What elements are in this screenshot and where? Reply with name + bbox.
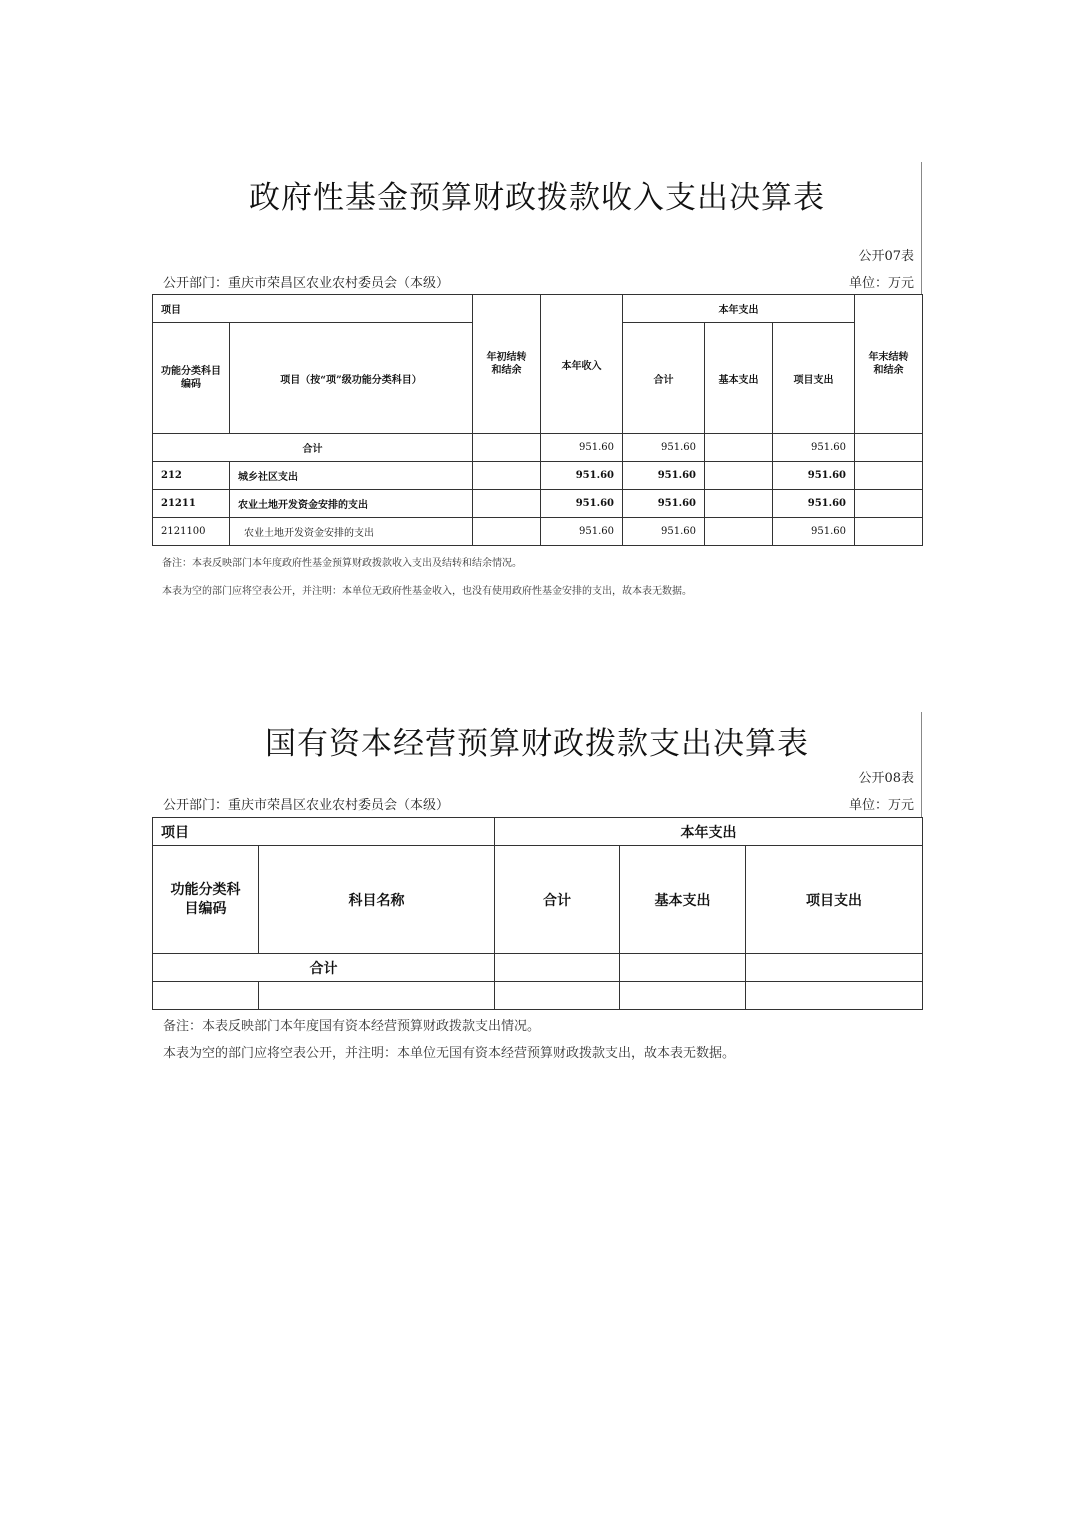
row-name: 农业土地开发资金安排的支出 — [230, 490, 473, 518]
row-total: 951.60 — [623, 462, 705, 490]
row-end-balance — [855, 462, 923, 490]
header-total: 合计 — [495, 846, 620, 954]
empty-cell — [746, 982, 923, 1010]
table07-grid — [152, 294, 923, 546]
table07-note1: 备注：本表反映部门本年度政府性基金预算财政拨款收入支出及结转和结余情况。 — [162, 558, 522, 569]
header-basic: 基本支出 — [620, 846, 746, 954]
row-income: 951.60 — [541, 462, 623, 490]
row-begin-balance — [473, 490, 541, 518]
table07-unit: 单位：万元 — [848, 276, 914, 291]
header-item: 项目 — [153, 295, 473, 323]
total-income: 951.60 — [541, 434, 623, 462]
row-project: 951.60 — [773, 518, 855, 546]
header-project: 项目支出 — [773, 323, 855, 434]
row-name: 城乡社区支出 — [230, 462, 473, 490]
table08-department: 公开部门：重庆市荣昌区农业农村委员会（本级） — [163, 798, 450, 813]
row-end-balance — [855, 490, 923, 518]
empty-cell — [620, 982, 746, 1010]
total-label: 合计 — [153, 434, 473, 462]
table07-code: 公开07表 — [858, 249, 914, 264]
table08-note1: 备注：本表反映部门本年度国有资本经营预算财政拨款支出情况。 — [163, 1019, 541, 1034]
table07-title: 政府性基金预算财政拨款收入支出决算表 — [249, 180, 825, 216]
row-begin-balance — [473, 462, 541, 490]
row-income: 951.60 — [541, 490, 623, 518]
header-func-code: 功能分类科目编码 — [153, 846, 259, 954]
header-total: 合计 — [623, 323, 705, 434]
header-item: 项目 — [153, 818, 495, 846]
row-begin-balance — [473, 518, 541, 546]
row-total: 951.60 — [623, 490, 705, 518]
row-basic — [705, 518, 773, 546]
header-expense-group: 本年支出 — [495, 818, 923, 846]
header-item-name: 项目（按“项”级功能分类科目） — [230, 323, 473, 434]
table08-note2: 本表为空的部门应将空表公开，并注明：本单位无国有资本经营预算财政拨款支出，故本表无数据。 — [163, 1046, 736, 1061]
total-basic — [705, 434, 773, 462]
row-basic — [705, 462, 773, 490]
header-basic: 基本支出 — [705, 323, 773, 434]
row-project: 951.60 — [773, 462, 855, 490]
row-basic — [705, 490, 773, 518]
table08-section — [152, 710, 922, 1070]
header-func-code: 功能分类科目编码 — [153, 323, 230, 434]
header-begin-balance: 年初结转和结余 — [473, 295, 541, 434]
empty-cell — [153, 982, 259, 1010]
table-row — [153, 462, 923, 490]
total-project — [746, 954, 923, 982]
header-income: 本年收入 — [541, 295, 623, 434]
total-total — [495, 954, 620, 982]
header-end-balance: 年末结转和结余 — [855, 295, 923, 434]
header-subject-name: 科目名称 — [259, 846, 495, 954]
row-code: 212 — [153, 462, 230, 490]
total-begin-balance — [473, 434, 541, 462]
total-label: 合计 — [153, 954, 495, 982]
row-end-balance — [855, 518, 923, 546]
total-row — [153, 954, 923, 982]
table08-title: 国有资本经营预算财政拨款支出决算表 — [265, 726, 809, 762]
total-project: 951.60 — [773, 434, 855, 462]
total-basic — [620, 954, 746, 982]
table-row — [153, 490, 923, 518]
table08-unit: 单位：万元 — [848, 798, 914, 813]
header-expense-group: 本年支出 — [623, 295, 855, 323]
row-total: 951.60 — [623, 518, 705, 546]
row-name: 农业土地开发资金安排的支出 — [230, 518, 473, 546]
table07-section — [152, 160, 922, 610]
table-row — [153, 982, 923, 1010]
empty-cell — [259, 982, 495, 1010]
row-code: 21211 — [153, 490, 230, 518]
table08-grid — [152, 817, 923, 1010]
table07-note2: 本表为空的部门应将空表公开，并注明：本单位无政府性基金收入，也没有使用政府性基金安排的支出，故本表无数据。 — [162, 586, 692, 597]
table-row — [153, 518, 923, 546]
row-project: 951.60 — [773, 490, 855, 518]
table08-code: 公开08表 — [858, 771, 914, 786]
empty-cell — [495, 982, 620, 1010]
header-project: 项目支出 — [746, 846, 923, 954]
total-end-balance — [855, 434, 923, 462]
total-row — [153, 434, 923, 462]
total-total: 951.60 — [623, 434, 705, 462]
row-code: 2121100 — [153, 518, 230, 546]
row-income: 951.60 — [541, 518, 623, 546]
table07-department: 公开部门：重庆市荣昌区农业农村委员会（本级） — [163, 276, 450, 291]
